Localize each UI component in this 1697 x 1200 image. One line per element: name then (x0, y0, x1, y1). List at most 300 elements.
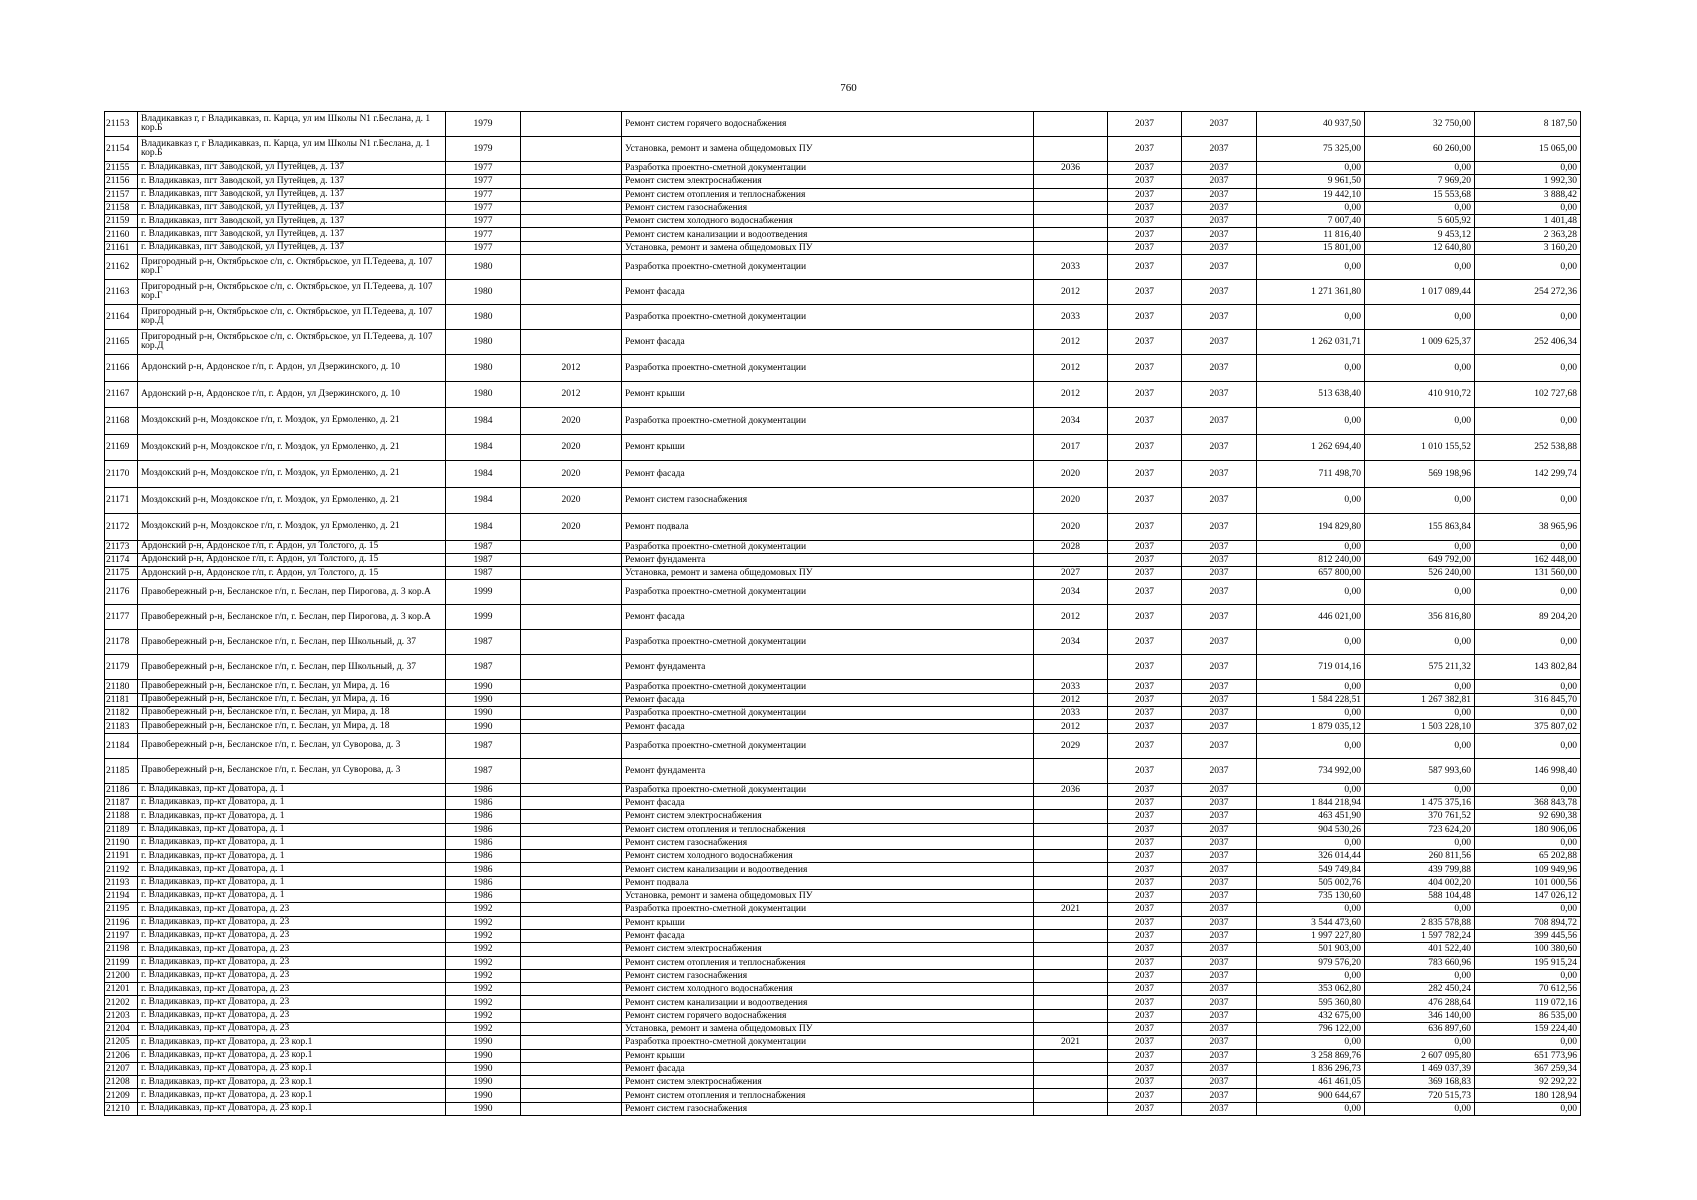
total-cost-cell: 0,00 (1257, 707, 1365, 720)
last-repair-year-cell (521, 890, 622, 903)
planned-year-cell: 2036 (1034, 162, 1108, 175)
address-cell: г. Владикавказ, пр-кт Доватора, д. 1 (138, 850, 446, 863)
address-cell: г. Владикавказ, пгт Заводской, ул Путейцев, д. 137 (138, 188, 446, 201)
fund-cost-cell: 569 198,96 (1365, 461, 1475, 488)
plan-end-year-cell: 2037 (1182, 890, 1257, 903)
owner-cost-cell: 0,00 (1475, 1102, 1581, 1115)
plan-end-year-cell: 2037 (1182, 943, 1257, 956)
address-cell: г. Владикавказ, пр-кт Доватора, д. 1 (138, 863, 446, 876)
plan-end-year-cell: 2037 (1182, 112, 1257, 137)
plan-start-year-cell: 2037 (1108, 487, 1182, 514)
planned-year-cell (1034, 241, 1108, 254)
plan-end-year-cell: 2037 (1182, 241, 1257, 254)
plan-start-year-cell: 2037 (1108, 162, 1182, 175)
plan-end-year-cell: 2037 (1182, 916, 1257, 929)
fund-cost-cell: 526 240,00 (1365, 567, 1475, 580)
address-cell: Моздокский р-н, Моздокское г/п, г. Моздок, ул Ермоленко, д. 21 (138, 487, 446, 514)
fund-cost-cell: 588 104,48 (1365, 890, 1475, 903)
work-type-cell: Ремонт фасада (622, 1062, 1034, 1075)
plan-end-year-cell: 2037 (1182, 255, 1257, 280)
plan-end-year-cell: 2037 (1182, 605, 1257, 630)
total-cost-cell: 194 829,80 (1257, 514, 1365, 541)
address-cell: г. Владикавказ, пр-кт Доватора, д. 23 (138, 943, 446, 956)
plan-end-year-cell: 2037 (1182, 720, 1257, 733)
plan-start-year-cell: 2037 (1108, 330, 1182, 355)
last-repair-year-cell (521, 903, 622, 916)
row-number-cell: 21207 (105, 1062, 138, 1075)
fund-cost-cell: 356 816,80 (1365, 605, 1475, 630)
address-cell: Владикавказ г, г Владикавказ, п. Карца, ул им Школы N1 г.Беслана, д. 1 кор.Б (138, 137, 446, 162)
fund-cost-cell: 7 969,20 (1365, 175, 1475, 188)
plan-start-year-cell: 2037 (1108, 1023, 1182, 1036)
work-type-cell: Ремонт фасада (622, 330, 1034, 355)
address-cell: г. Владикавказ, пр-кт Доватора, д. 23 кор.1 (138, 1036, 446, 1049)
owner-cost-cell: 1 401,48 (1475, 215, 1581, 228)
work-type-cell: Разработка проектно-сметной документации (622, 680, 1034, 693)
planned-year-cell: 2021 (1034, 1036, 1108, 1049)
last-repair-year-cell (521, 540, 622, 553)
plan-start-year-cell: 2037 (1108, 823, 1182, 836)
row-number-cell: 21190 (105, 836, 138, 849)
total-cost-cell: 0,00 (1257, 733, 1365, 758)
row-number-cell: 21164 (105, 305, 138, 330)
row-number-cell: 21158 (105, 201, 138, 214)
last-repair-year-cell (521, 553, 622, 566)
last-repair-year-cell (521, 188, 622, 201)
row-number-cell: 21208 (105, 1076, 138, 1089)
row-number-cell: 21182 (105, 707, 138, 720)
address-cell: г. Владикавказ, пр-кт Доватора, д. 1 (138, 823, 446, 836)
last-repair-year-cell (521, 876, 622, 889)
plan-start-year-cell: 2037 (1108, 863, 1182, 876)
total-cost-cell: 796 122,00 (1257, 1023, 1365, 1036)
planned-year-cell: 2034 (1034, 408, 1108, 435)
work-type-cell: Разработка проектно-сметной документации (622, 255, 1034, 280)
build-year-cell: 1992 (446, 969, 521, 982)
plan-end-year-cell: 2037 (1182, 1102, 1257, 1115)
build-year-cell: 1992 (446, 943, 521, 956)
table-row (105, 201, 1581, 214)
address-cell: г. Владикавказ, пр-кт Доватора, д. 23 (138, 956, 446, 969)
fund-cost-cell: 32 750,00 (1365, 112, 1475, 137)
owner-cost-cell: 146 998,40 (1475, 758, 1581, 783)
table-row (105, 758, 1581, 783)
address-cell: г. Владикавказ, пр-кт Доватора, д. 23 кор.1 (138, 1102, 446, 1115)
build-year-cell: 1992 (446, 929, 521, 942)
build-year-cell: 1999 (446, 605, 521, 630)
table-row (105, 408, 1581, 435)
last-repair-year-cell (521, 630, 622, 655)
address-cell: г. Владикавказ, пгт Заводской, ул Путейцев, д. 137 (138, 228, 446, 241)
work-type-cell: Разработка проектно-сметной документации (622, 355, 1034, 382)
plan-start-year-cell: 2037 (1108, 215, 1182, 228)
planned-year-cell (1034, 890, 1108, 903)
last-repair-year-cell (521, 1049, 622, 1062)
build-year-cell: 1992 (446, 1023, 521, 1036)
fund-cost-cell: 0,00 (1365, 355, 1475, 382)
table-row (105, 188, 1581, 201)
work-type-cell: Ремонт крыши (622, 1049, 1034, 1062)
last-repair-year-cell (521, 567, 622, 580)
build-year-cell: 1977 (446, 188, 521, 201)
work-type-cell: Ремонт крыши (622, 434, 1034, 461)
work-type-cell: Установка, ремонт и замена общедомовых ПУ (622, 137, 1034, 162)
address-cell: г. Владикавказ, пр-кт Доватора, д. 23 (138, 929, 446, 942)
address-cell: Моздокский р-н, Моздокское г/п, г. Моздок, ул Ермоленко, д. 21 (138, 408, 446, 435)
work-type-cell: Ремонт систем холодного водоснабжения (622, 215, 1034, 228)
row-number-cell: 21180 (105, 680, 138, 693)
owner-cost-cell: 2 363,28 (1475, 228, 1581, 241)
plan-start-year-cell: 2037 (1108, 758, 1182, 783)
fund-cost-cell: 1 010 155,52 (1365, 434, 1475, 461)
build-year-cell: 1984 (446, 461, 521, 488)
last-repair-year-cell (521, 137, 622, 162)
fund-cost-cell: 0,00 (1365, 255, 1475, 280)
build-year-cell: 1977 (446, 162, 521, 175)
plan-start-year-cell: 2037 (1108, 408, 1182, 435)
total-cost-cell: 0,00 (1257, 580, 1365, 605)
build-year-cell: 1986 (446, 796, 521, 809)
planned-year-cell: 2020 (1034, 487, 1108, 514)
plan-end-year-cell: 2037 (1182, 434, 1257, 461)
total-cost-cell: 1 271 361,80 (1257, 280, 1365, 305)
fund-cost-cell: 260 811,56 (1365, 850, 1475, 863)
row-number-cell: 21197 (105, 929, 138, 942)
plan-end-year-cell: 2037 (1182, 1062, 1257, 1075)
planned-year-cell (1034, 215, 1108, 228)
plan-start-year-cell: 2037 (1108, 655, 1182, 680)
fund-cost-cell: 0,00 (1365, 969, 1475, 982)
owner-cost-cell: 0,00 (1475, 201, 1581, 214)
work-type-cell: Ремонт подвала (622, 876, 1034, 889)
owner-cost-cell: 38 965,96 (1475, 514, 1581, 541)
address-cell: г. Владикавказ, пр-кт Доватора, д. 23 кор.1 (138, 1076, 446, 1089)
planned-year-cell (1034, 1076, 1108, 1089)
row-number-cell: 21177 (105, 605, 138, 630)
address-cell: г. Владикавказ, пр-кт Доватора, д. 1 (138, 810, 446, 823)
table-row (105, 630, 1581, 655)
planned-year-cell (1034, 863, 1108, 876)
fund-cost-cell: 0,00 (1365, 733, 1475, 758)
build-year-cell: 1986 (446, 836, 521, 849)
plan-start-year-cell: 2037 (1108, 956, 1182, 969)
last-repair-year-cell (521, 1023, 622, 1036)
owner-cost-cell: 65 202,88 (1475, 850, 1581, 863)
owner-cost-cell: 15 065,00 (1475, 137, 1581, 162)
build-year-cell: 1980 (446, 255, 521, 280)
build-year-cell: 1977 (446, 215, 521, 228)
owner-cost-cell: 70 612,56 (1475, 983, 1581, 996)
plan-start-year-cell: 2037 (1108, 580, 1182, 605)
owner-cost-cell: 3 888,42 (1475, 188, 1581, 201)
build-year-cell: 1990 (446, 1049, 521, 1062)
address-cell: г. Владикавказ, пр-кт Доватора, д. 23 (138, 969, 446, 982)
plan-end-year-cell: 2037 (1182, 823, 1257, 836)
planned-year-cell: 2029 (1034, 733, 1108, 758)
work-type-cell: Ремонт систем электроснабжения (622, 1076, 1034, 1089)
table-row (105, 916, 1581, 929)
plan-end-year-cell: 2037 (1182, 655, 1257, 680)
total-cost-cell: 1 584 228,51 (1257, 693, 1365, 706)
build-year-cell: 1986 (446, 783, 521, 796)
plan-end-year-cell: 2037 (1182, 1089, 1257, 1102)
work-type-cell: Ремонт систем канализации и водоотведения (622, 863, 1034, 876)
total-cost-cell: 1 997 227,80 (1257, 929, 1365, 942)
row-number-cell: 21195 (105, 903, 138, 916)
row-number-cell: 21203 (105, 1009, 138, 1022)
work-type-cell: Разработка проектно-сметной документации (622, 580, 1034, 605)
last-repair-year-cell (521, 680, 622, 693)
work-type-cell: Ремонт систем горячего водоснабжения (622, 1009, 1034, 1022)
table-row (105, 903, 1581, 916)
table-row (105, 255, 1581, 280)
table-row (105, 1102, 1581, 1115)
total-cost-cell: 326 014,44 (1257, 850, 1365, 863)
work-type-cell: Установка, ремонт и замена общедомовых ПУ (622, 241, 1034, 254)
table-row (105, 330, 1581, 355)
total-cost-cell: 0,00 (1257, 903, 1365, 916)
row-number-cell: 21183 (105, 720, 138, 733)
address-cell: г. Владикавказ, пр-кт Доватора, д. 23 кор.1 (138, 1049, 446, 1062)
build-year-cell: 1987 (446, 553, 521, 566)
build-year-cell: 1992 (446, 916, 521, 929)
fund-cost-cell: 1 017 089,44 (1365, 280, 1475, 305)
build-year-cell: 1986 (446, 876, 521, 889)
fund-cost-cell: 404 002,20 (1365, 876, 1475, 889)
table-row (105, 956, 1581, 969)
owner-cost-cell: 92 292,22 (1475, 1076, 1581, 1089)
owner-cost-cell: 0,00 (1475, 680, 1581, 693)
plan-start-year-cell: 2037 (1108, 810, 1182, 823)
build-year-cell: 1992 (446, 996, 521, 1009)
total-cost-cell: 734 992,00 (1257, 758, 1365, 783)
repair-plan-table (104, 111, 1581, 1116)
work-type-cell: Разработка проектно-сметной документации (622, 305, 1034, 330)
plan-end-year-cell: 2037 (1182, 836, 1257, 849)
work-type-cell: Разработка проектно-сметной документации (622, 408, 1034, 435)
row-number-cell: 21161 (105, 241, 138, 254)
owner-cost-cell: 8 187,50 (1475, 112, 1581, 137)
plan-end-year-cell: 2037 (1182, 929, 1257, 942)
plan-start-year-cell: 2037 (1108, 201, 1182, 214)
total-cost-cell: 0,00 (1257, 255, 1365, 280)
total-cost-cell: 1 262 031,71 (1257, 330, 1365, 355)
address-cell: г. Владикавказ, пр-кт Доватора, д. 23 кор.1 (138, 1089, 446, 1102)
work-type-cell: Ремонт систем холодного водоснабжения (622, 850, 1034, 863)
address-cell: Правобережный р-н, Беcланское г/п, г. Беслан, ул Суворова, д. 3 (138, 733, 446, 758)
table-row (105, 434, 1581, 461)
plan-end-year-cell: 2037 (1182, 707, 1257, 720)
total-cost-cell: 7 007,40 (1257, 215, 1365, 228)
plan-start-year-cell: 2037 (1108, 255, 1182, 280)
plan-end-year-cell: 2037 (1182, 514, 1257, 541)
fund-cost-cell: 0,00 (1365, 162, 1475, 175)
last-repair-year-cell (521, 305, 622, 330)
work-type-cell: Ремонт крыши (622, 381, 1034, 408)
total-cost-cell: 0,00 (1257, 969, 1365, 982)
work-type-cell: Разработка проектно-сметной документации (622, 162, 1034, 175)
address-cell: Пригородный р-н, Октябрьское с/п, с. Октябрьское, ул П.Тедеева, д. 107 кор.Д (138, 330, 446, 355)
work-type-cell: Ремонт систем канализации и водоотведения (622, 228, 1034, 241)
planned-year-cell (1034, 201, 1108, 214)
planned-year-cell: 2033 (1034, 680, 1108, 693)
last-repair-year-cell: 2020 (521, 461, 622, 488)
total-cost-cell: 0,00 (1257, 408, 1365, 435)
last-repair-year-cell (521, 733, 622, 758)
fund-cost-cell: 649 792,00 (1365, 553, 1475, 566)
total-cost-cell: 711 498,70 (1257, 461, 1365, 488)
plan-end-year-cell: 2037 (1182, 553, 1257, 566)
owner-cost-cell: 195 915,24 (1475, 956, 1581, 969)
row-number-cell: 21206 (105, 1049, 138, 1062)
table-row (105, 836, 1581, 849)
plan-start-year-cell: 2037 (1108, 796, 1182, 809)
build-year-cell: 1984 (446, 408, 521, 435)
plan-end-year-cell: 2037 (1182, 408, 1257, 435)
build-year-cell: 1987 (446, 567, 521, 580)
row-number-cell: 21159 (105, 215, 138, 228)
plan-start-year-cell: 2037 (1108, 514, 1182, 541)
build-year-cell: 1977 (446, 201, 521, 214)
plan-end-year-cell: 2037 (1182, 956, 1257, 969)
last-repair-year-cell (521, 162, 622, 175)
row-number-cell: 21155 (105, 162, 138, 175)
build-year-cell: 1977 (446, 228, 521, 241)
address-cell: г. Владикавказ, пр-кт Доватора, д. 1 (138, 796, 446, 809)
page-number: 760 (840, 82, 857, 94)
fund-cost-cell: 575 211,32 (1365, 655, 1475, 680)
plan-start-year-cell: 2037 (1108, 305, 1182, 330)
work-type-cell: Ремонт систем газоснабжения (622, 836, 1034, 849)
fund-cost-cell: 1 009 625,37 (1365, 330, 1475, 355)
fund-cost-cell: 0,00 (1365, 903, 1475, 916)
plan-start-year-cell: 2037 (1108, 733, 1182, 758)
planned-year-cell: 2027 (1034, 567, 1108, 580)
plan-start-year-cell: 2037 (1108, 680, 1182, 693)
build-year-cell: 1986 (446, 863, 521, 876)
table-row (105, 1062, 1581, 1075)
owner-cost-cell: 0,00 (1475, 580, 1581, 605)
fund-cost-cell: 369 168,83 (1365, 1076, 1475, 1089)
build-year-cell: 1980 (446, 330, 521, 355)
build-year-cell: 1990 (446, 1062, 521, 1075)
total-cost-cell: 353 062,80 (1257, 983, 1365, 996)
owner-cost-cell: 0,00 (1475, 836, 1581, 849)
fund-cost-cell: 0,00 (1365, 305, 1475, 330)
build-year-cell: 1984 (446, 514, 521, 541)
row-number-cell: 21181 (105, 693, 138, 706)
plan-end-year-cell: 2037 (1182, 228, 1257, 241)
owner-cost-cell: 0,00 (1475, 355, 1581, 382)
fund-cost-cell: 0,00 (1365, 408, 1475, 435)
plan-end-year-cell: 2037 (1182, 630, 1257, 655)
plan-start-year-cell: 2037 (1108, 1009, 1182, 1022)
owner-cost-cell: 368 843,78 (1475, 796, 1581, 809)
row-number-cell: 21186 (105, 783, 138, 796)
planned-year-cell (1034, 188, 1108, 201)
planned-year-cell: 2034 (1034, 630, 1108, 655)
last-repair-year-cell (521, 241, 622, 254)
build-year-cell: 1980 (446, 305, 521, 330)
total-cost-cell: 1 879 035,12 (1257, 720, 1365, 733)
work-type-cell: Ремонт систем газоснабжения (622, 487, 1034, 514)
total-cost-cell: 11 816,40 (1257, 228, 1365, 241)
build-year-cell: 1987 (446, 655, 521, 680)
row-number-cell: 21153 (105, 112, 138, 137)
owner-cost-cell: 0,00 (1475, 408, 1581, 435)
row-number-cell: 21202 (105, 996, 138, 1009)
fund-cost-cell: 1 267 382,81 (1365, 693, 1475, 706)
planned-year-cell (1034, 137, 1108, 162)
last-repair-year-cell: 2020 (521, 408, 622, 435)
total-cost-cell: 1 836 296,73 (1257, 1062, 1365, 1075)
owner-cost-cell: 0,00 (1475, 540, 1581, 553)
planned-year-cell: 2021 (1034, 903, 1108, 916)
table-row (105, 707, 1581, 720)
planned-year-cell: 2033 (1034, 707, 1108, 720)
build-year-cell: 1986 (446, 890, 521, 903)
build-year-cell: 1992 (446, 956, 521, 969)
plan-start-year-cell: 2037 (1108, 540, 1182, 553)
plan-start-year-cell: 2037 (1108, 567, 1182, 580)
table-row (105, 137, 1581, 162)
row-number-cell: 21189 (105, 823, 138, 836)
planned-year-cell (1034, 943, 1108, 956)
work-type-cell: Ремонт систем газоснабжения (622, 1102, 1034, 1115)
plan-start-year-cell: 2037 (1108, 836, 1182, 849)
last-repair-year-cell: 2020 (521, 434, 622, 461)
last-repair-year-cell (521, 1102, 622, 1115)
owner-cost-cell: 0,00 (1475, 707, 1581, 720)
work-type-cell: Ремонт подвала (622, 514, 1034, 541)
planned-year-cell: 2012 (1034, 280, 1108, 305)
fund-cost-cell: 0,00 (1365, 1102, 1475, 1115)
owner-cost-cell: 119 072,16 (1475, 996, 1581, 1009)
last-repair-year-cell (521, 1076, 622, 1089)
planned-year-cell: 2017 (1034, 434, 1108, 461)
table-row (105, 850, 1581, 863)
last-repair-year-cell (521, 280, 622, 305)
row-number-cell: 21170 (105, 461, 138, 488)
plan-end-year-cell: 2037 (1182, 693, 1257, 706)
last-repair-year-cell (521, 215, 622, 228)
fund-cost-cell: 720 515,73 (1365, 1089, 1475, 1102)
table-row (105, 580, 1581, 605)
work-type-cell: Ремонт систем электроснабжения (622, 943, 1034, 956)
total-cost-cell: 0,00 (1257, 305, 1365, 330)
planned-year-cell (1034, 876, 1108, 889)
row-number-cell: 21176 (105, 580, 138, 605)
plan-start-year-cell: 2037 (1108, 693, 1182, 706)
build-year-cell: 1990 (446, 1076, 521, 1089)
total-cost-cell: 0,00 (1257, 162, 1365, 175)
planned-year-cell: 2020 (1034, 461, 1108, 488)
planned-year-cell: 2028 (1034, 540, 1108, 553)
work-type-cell: Ремонт систем канализации и водоотведения (622, 996, 1034, 1009)
row-number-cell: 21199 (105, 956, 138, 969)
work-type-cell: Разработка проектно-сметной документации (622, 630, 1034, 655)
build-year-cell: 1979 (446, 137, 521, 162)
work-type-cell: Ремонт систем газоснабжения (622, 969, 1034, 982)
fund-cost-cell: 0,00 (1365, 540, 1475, 553)
row-number-cell: 21198 (105, 943, 138, 956)
planned-year-cell (1034, 969, 1108, 982)
build-year-cell: 1984 (446, 434, 521, 461)
owner-cost-cell: 708 894,72 (1475, 916, 1581, 929)
row-number-cell: 21156 (105, 175, 138, 188)
work-type-cell: Ремонт систем горячего водоснабжения (622, 112, 1034, 137)
table-row (105, 1009, 1581, 1022)
